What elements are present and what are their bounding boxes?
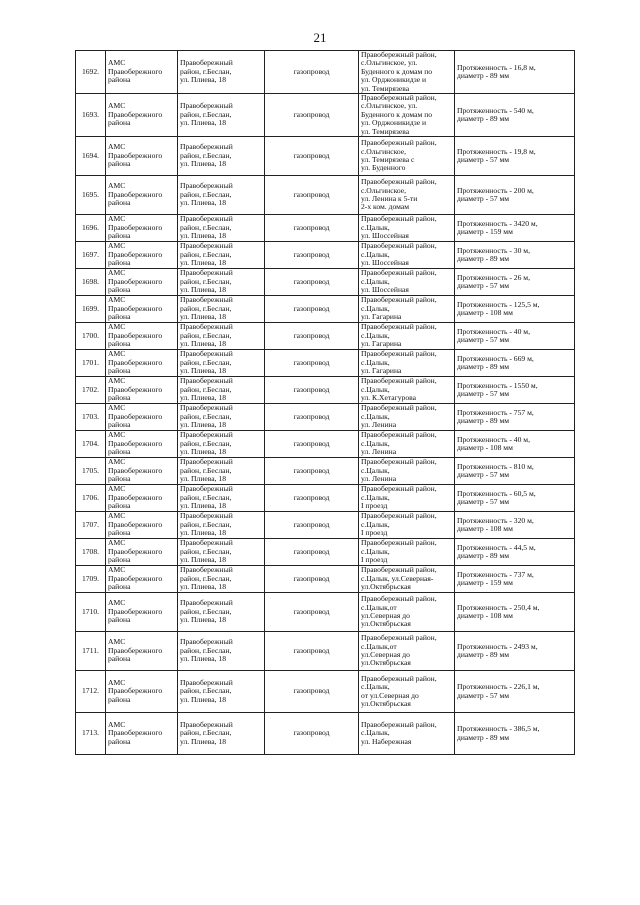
object-type-cell: газопровод [265,671,359,713]
object-type-cell: газопровод [265,431,359,458]
owner-address-cell: Правобережный район, г.Беслан, ул. Плиева, 18 [178,269,265,296]
object-type-cell: газопровод [265,632,359,671]
owner-cell: АМС Правобережного района [106,242,178,269]
owner-address-cell: Правобережный район, г.Беслан, ул. Плиева, 18 [178,458,265,485]
specification-cell: Протяженность - 1550 м, диаметр - 57 мм [455,377,575,404]
row-number-cell: 1692. [76,51,106,94]
location-cell: Правобережный район, с.Цалык, I проезд [359,539,455,566]
row-number-cell: 1694. [76,137,106,176]
owner-address-cell: Правобережный район, г.Беслан, ул. Плиева, 18 [178,176,265,215]
object-type-cell: газопровод [265,176,359,215]
row-number-cell: 1699. [76,296,106,323]
owner-cell: АМС Правобережного района [106,566,178,593]
object-type-cell: газопровод [265,566,359,593]
location-cell: Правобережный район, с.Ольгинское, ул. Буденного к домам по ул. Орджоникидзе и ул. Темирязева [359,51,455,94]
specification-cell: Протяженность - 200 м, диаметр - 57 мм [455,176,575,215]
object-type-cell: газопровод [265,404,359,431]
owner-address-cell: Правобережный район, г.Беслан, ул. Плиева, 18 [178,51,265,94]
owner-cell: АМС Правобережного района [106,94,178,137]
table-row [76,350,575,377]
specification-cell: Протяженность - 44,5 м, диаметр - 89 мм [455,539,575,566]
specification-cell: Протяженность - 40 м, диаметр - 57 мм [455,323,575,350]
specification-cell: Протяженность - 810 м, диаметр - 57 мм [455,458,575,485]
location-cell: Правобережный район, с.Цалык, ул. Шоссейная [359,242,455,269]
registry-table-body [76,51,575,755]
registry-table [75,50,575,755]
location-cell: Правобережный район, с.Цалык,от ул.Северная до ул.Октябрьская [359,632,455,671]
owner-cell: АМС Правобережного района [106,632,178,671]
row-number-cell: 1698. [76,269,106,296]
location-cell: Правобережный район, с.Ольгинское, ул. Буденного к домам по ул. Орджоникидзе и ул. Темирязева [359,94,455,137]
owner-address-cell: Правобережный район, г.Беслан, ул. Плиева, 18 [178,671,265,713]
location-cell: Правобережный район, с.Цалык, ул. Набережная [359,713,455,755]
object-type-cell: газопровод [265,269,359,296]
row-number-cell: 1708. [76,539,106,566]
location-cell: Правобережный район, с.Цалык, ул. Гагарина [359,350,455,377]
specification-cell: Протяженность - 3420 м, диаметр - 159 мм [455,215,575,242]
specification-cell: Протяженность - 40 м, диаметр - 108 мм [455,431,575,458]
object-type-cell: газопровод [265,94,359,137]
table-row [76,593,575,632]
specification-cell: Протяженность - 320 м, диаметр - 108 мм [455,512,575,539]
owner-address-cell: Правобережный район, г.Беслан, ул. Плиева, 18 [178,137,265,176]
row-number-cell: 1704. [76,431,106,458]
object-type-cell: газопровод [265,323,359,350]
owner-address-cell: Правобережный район, г.Беслан, ул. Плиева, 18 [178,431,265,458]
owner-cell: АМС Правобережного района [106,404,178,431]
table-row [76,632,575,671]
row-number-cell: 1693. [76,94,106,137]
object-type-cell: газопровод [265,51,359,94]
owner-cell: АМС Правобережного района [106,593,178,632]
owner-cell: АМС Правобережного района [106,215,178,242]
table-row [76,215,575,242]
location-cell: Правобережный район, с.Цалык, ул. Ленина [359,458,455,485]
location-cell: Правобережный район, с.Цалык, I проезд [359,485,455,512]
row-number-cell: 1703. [76,404,106,431]
owner-cell: АМС Правобережного района [106,296,178,323]
row-number-cell: 1706. [76,485,106,512]
owner-cell: АМС Правобережного района [106,350,178,377]
owner-address-cell: Правобережный район, г.Беслан, ул. Плиева, 18 [178,377,265,404]
owner-cell: АМС Правобережного района [106,323,178,350]
location-cell: Правобережный район, с.Цалык, ул. Ленина [359,404,455,431]
specification-cell: Протяженность - 226,1 м, диаметр - 57 мм [455,671,575,713]
owner-cell: АМС Правобережного района [106,431,178,458]
owner-address-cell: Правобережный район, г.Беслан, ул. Плиева, 18 [178,404,265,431]
location-cell: Правобережный район, с.Цалык, ул. Гагарина [359,296,455,323]
location-cell: Правобережный район, с.Цалык,от ул.Северная до ул.Октябрьская [359,593,455,632]
owner-cell: АМС Правобережного района [106,512,178,539]
specification-cell: Протяженность - 250,4 м, диаметр - 108 мм [455,593,575,632]
specification-cell: Протяженность - 60,5 м, диаметр - 57 мм [455,485,575,512]
row-number-cell: 1705. [76,458,106,485]
owner-address-cell: Правобережный район, г.Беслан, ул. Плиева, 18 [178,512,265,539]
specification-cell: Протяженность - 386,5 м, диаметр - 89 мм [455,713,575,755]
table-row [76,269,575,296]
row-number-cell: 1710. [76,593,106,632]
table-row [76,671,575,713]
table-row [76,566,575,593]
owner-address-cell: Правобережный район, г.Беслан, ул. Плиева, 18 [178,566,265,593]
specification-cell: Протяженность - 16,8 м, диаметр - 89 мм [455,51,575,94]
owner-address-cell: Правобережный район, г.Беслан, ул. Плиева, 18 [178,242,265,269]
owner-address-cell: Правобережный район, г.Беслан, ул. Плиева, 18 [178,323,265,350]
object-type-cell: газопровод [265,713,359,755]
location-cell: Правобережный район, с.Цалык, ул. Ленина [359,431,455,458]
owner-address-cell: Правобережный район, г.Беслан, ул. Плиева, 18 [178,215,265,242]
owner-cell: АМС Правобережного района [106,377,178,404]
location-cell: Правобережный район, с.Ольгинское, ул. Ленина к 5-ти 2-х ком. домам [359,176,455,215]
owner-cell: АМС Правобережного района [106,485,178,512]
object-type-cell: газопровод [265,539,359,566]
specification-cell: Протяженность - 19,8 м, диаметр - 57 мм [455,137,575,176]
table-row [76,296,575,323]
row-number-cell: 1712. [76,671,106,713]
row-number-cell: 1711. [76,632,106,671]
object-type-cell: газопровод [265,485,359,512]
location-cell: Правобережный район, с.Цалык, I проезд [359,512,455,539]
owner-cell: АМС Правобережного района [106,539,178,566]
object-type-cell: газопровод [265,137,359,176]
owner-cell: АМС Правобережного района [106,671,178,713]
specification-cell: Протяженность - 669 м, диаметр - 89 мм [455,350,575,377]
table-row [76,404,575,431]
object-type-cell: газопровод [265,350,359,377]
owner-cell: АМС Правобережного района [106,176,178,215]
object-type-cell: газопровод [265,242,359,269]
page-number: 21 [313,30,327,45]
row-number-cell: 1701. [76,350,106,377]
location-cell: Правобережный район, с.Цалык, ул. Шоссейная [359,269,455,296]
table-row [76,512,575,539]
row-number-cell: 1696. [76,215,106,242]
row-number-cell: 1697. [76,242,106,269]
location-cell: Правобережный район, с.Цалык, ул.Северная- ул.Октябрьская [359,566,455,593]
owner-address-cell: Правобережный район, г.Беслан, ул. Плиева, 18 [178,539,265,566]
table-row [76,242,575,269]
owner-cell: АМС Правобережного района [106,269,178,296]
specification-cell: Протяженность - 540 м, диаметр - 89 мм [455,94,575,137]
owner-address-cell: Правобережный район, г.Беслан, ул. Плиева, 18 [178,350,265,377]
location-cell: Правобережный район, с.Цалык, ул. Шоссейная [359,215,455,242]
object-type-cell: газопровод [265,593,359,632]
table-row [76,137,575,176]
specification-cell: Протяженность - 26 м, диаметр - 57 мм [455,269,575,296]
object-type-cell: газопровод [265,377,359,404]
owner-address-cell: Правобережный район, г.Беслан, ул. Плиева, 18 [178,94,265,137]
owner-cell: АМС Правобережного района [106,458,178,485]
location-cell: Правобережный район, с.Ольгинское, ул. Темирязева с ул. Буденного [359,137,455,176]
table-row [76,485,575,512]
table-row [76,713,575,755]
table-row [76,51,575,94]
row-number-cell: 1709. [76,566,106,593]
location-cell: Правобережный район, с.Цалык, ул. К.Хетагурова [359,377,455,404]
specification-cell: Протяженность - 2493 м, диаметр - 89 мм [455,632,575,671]
table-row [76,176,575,215]
owner-cell: АМС Правобережного района [106,137,178,176]
object-type-cell: газопровод [265,512,359,539]
owner-cell: АМС Правобережного района [106,51,178,94]
owner-address-cell: Правобережный район, г.Беслан, ул. Плиева, 18 [178,632,265,671]
object-type-cell: газопровод [265,215,359,242]
table-row [76,539,575,566]
owner-address-cell: Правобережный район, г.Беслан, ул. Плиева, 18 [178,713,265,755]
object-type-cell: газопровод [265,296,359,323]
row-number-cell: 1702. [76,377,106,404]
specification-cell: Протяженность - 30 м, диаметр - 89 мм [455,242,575,269]
table-row [76,458,575,485]
row-number-cell: 1707. [76,512,106,539]
table-row [76,323,575,350]
row-number-cell: 1713. [76,713,106,755]
owner-address-cell: Правобережный район, г.Беслан, ул. Плиева, 18 [178,593,265,632]
owner-address-cell: Правобережный район, г.Беслан, ул. Плиева, 18 [178,485,265,512]
location-cell: Правобережный район, с.Цалык, от ул.Северная до ул.Октябрьская [359,671,455,713]
object-type-cell: газопровод [265,458,359,485]
table-row [76,431,575,458]
specification-cell: Протяженность - 125,5 м, диаметр - 108 мм [455,296,575,323]
table-row [76,94,575,137]
row-number-cell: 1695. [76,176,106,215]
location-cell: Правобережный район, с.Цалык, ул. Гагарина [359,323,455,350]
owner-cell: АМС Правобережного района [106,713,178,755]
row-number-cell: 1700. [76,323,106,350]
table-row [76,377,575,404]
specification-cell: Протяженность - 757 м, диаметр - 89 мм [455,404,575,431]
specification-cell: Протяженность - 737 м, диаметр - 159 мм [455,566,575,593]
owner-address-cell: Правобережный район, г.Беслан, ул. Плиева, 18 [178,296,265,323]
